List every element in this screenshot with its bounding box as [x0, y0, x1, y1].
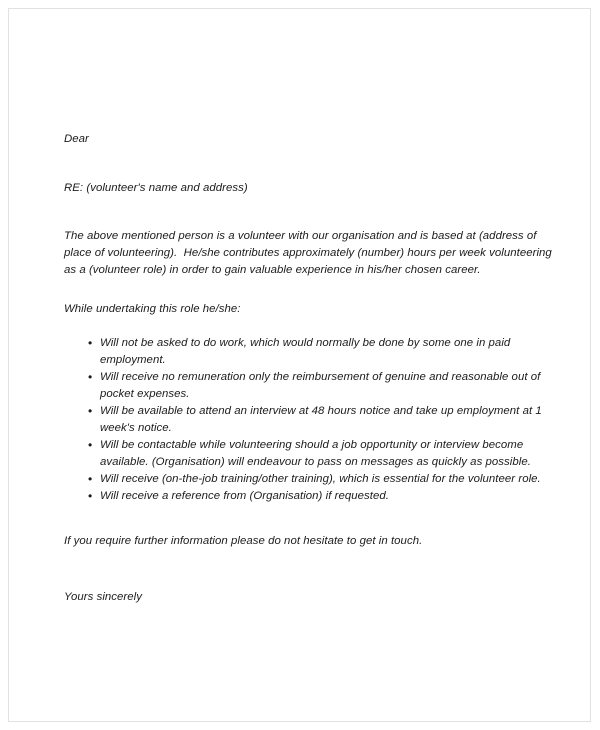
bullet-point-icon: •	[88, 336, 93, 350]
bullet-point-icon: •	[88, 404, 93, 418]
list-item	[64, 471, 554, 488]
intro-paragraph: The above mentioned person is a volunteer with our organisation and is based at (address of place of volunteering). He/she contributes approximately (number) hours per week volunteering as a (volunteer role) in order to gain valuable experience in his/her chosen career.	[64, 230, 556, 276]
list-item-text: Will be contactable while volunteering should a job opportunity or interview become available. (Organisation) will endeavour to pass on messages as quickly as possible.	[100, 439, 531, 468]
commitments-list	[64, 335, 554, 505]
list-lead-in: While undertaking this role he/she:	[64, 303, 241, 315]
list-item-text: Will receive (on-the-job training/other training), which is essential for the volunteer role.	[100, 473, 541, 485]
list-item-text: Will be available to attend an interview at 48 hours notice and take up employment at 1 week's notice.	[100, 405, 542, 434]
list-item	[64, 437, 554, 471]
salutation: Dear	[64, 133, 89, 145]
subject-line: RE: (volunteer's name and address)	[64, 182, 248, 194]
bullet-point-icon: •	[88, 489, 93, 503]
list-item-text: Will receive a reference from (Organisation) if requested.	[100, 490, 389, 502]
closing-paragraph: If you require further information please do not hesitate to get in touch.	[64, 535, 423, 547]
bullet-point-icon: •	[88, 472, 93, 486]
list-item	[64, 335, 554, 369]
bullet-point-icon: •	[88, 438, 93, 452]
letter-body	[64, 131, 554, 606]
list-item	[64, 403, 554, 437]
list-item-text: Will not be asked to do work, which would normally be done by some one in paid employment.	[100, 337, 511, 366]
sign-off: Yours sincerely	[64, 591, 142, 603]
bullet-point-icon: •	[88, 370, 93, 384]
list-item	[64, 369, 554, 403]
list-item-text: Will receive no remuneration only the reimbursement of genuine and reasonable out of pocket expenses.	[100, 371, 541, 400]
list-item	[64, 488, 554, 505]
